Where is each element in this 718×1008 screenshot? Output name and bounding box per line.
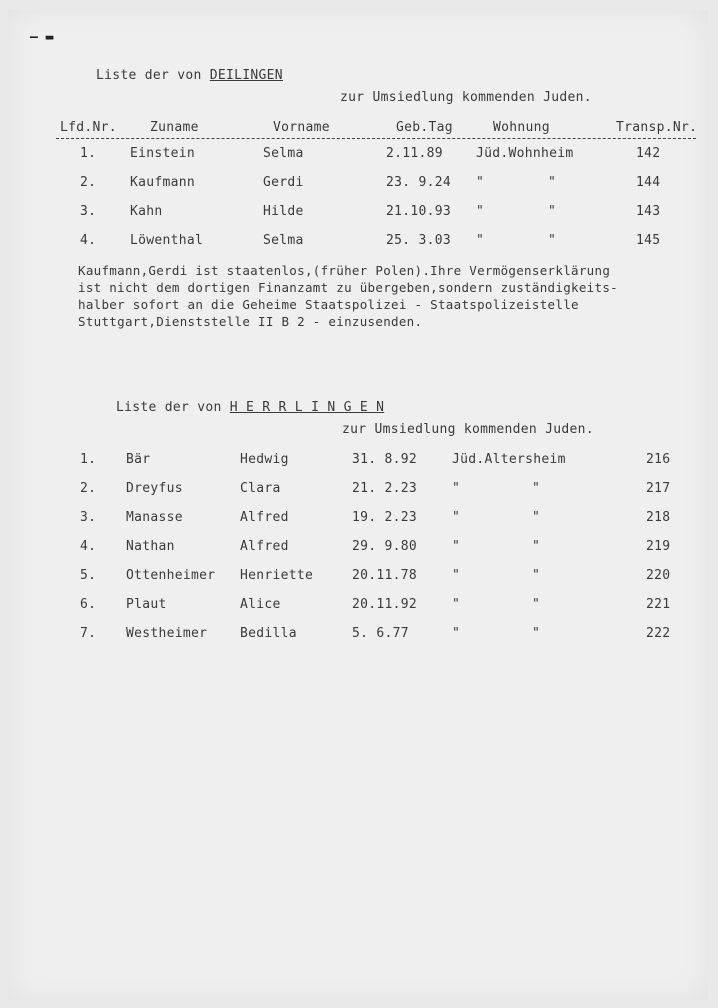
cell-w2: " bbox=[532, 568, 541, 583]
header-wohnung: Wohnung bbox=[493, 120, 550, 135]
cell-vorname: Henriette bbox=[240, 568, 314, 583]
cell-wohnung: " bbox=[476, 204, 485, 219]
cell-w2: " bbox=[532, 626, 541, 641]
cell-nr: 6. bbox=[80, 597, 97, 612]
cell-w2: " bbox=[548, 204, 557, 219]
cell-nr: 7. bbox=[80, 626, 97, 641]
cell-geb: 21.10.93 bbox=[386, 204, 452, 219]
list2-title bbox=[116, 400, 384, 415]
note-line: halber sofort an die Geheime Staatspolizei - Staatspolizeistelle bbox=[78, 297, 579, 312]
header-zuname: Zuname bbox=[150, 120, 199, 135]
cell-zuname: Westheimer bbox=[126, 626, 208, 641]
cell-zuname: Nathan bbox=[126, 539, 175, 554]
cell-w2: " bbox=[548, 175, 557, 190]
cell-nr: 1. bbox=[80, 146, 97, 161]
cell-vorname: Alice bbox=[240, 597, 281, 612]
cell-geb: 25. 3.03 bbox=[386, 233, 452, 248]
cell-w2: " bbox=[532, 481, 541, 496]
cell-nr: 4. bbox=[80, 233, 97, 248]
cell-zuname: Kahn bbox=[130, 204, 163, 219]
cell-vorname: Clara bbox=[240, 481, 281, 496]
header-geb-tag: Geb.Tag bbox=[396, 120, 453, 135]
cell-vorname: Hedwig bbox=[240, 452, 289, 467]
cell-w2: " bbox=[532, 539, 541, 554]
cell-zuname: Einstein bbox=[130, 146, 196, 161]
cell-w2: " bbox=[532, 597, 541, 612]
list1-subtitle: zur Umsiedlung kommenden Juden. bbox=[340, 90, 592, 105]
header-lfd-nr: Lfd.Nr. bbox=[60, 120, 117, 135]
cell-transp: 221 bbox=[646, 597, 671, 612]
cell-vorname: Selma bbox=[263, 146, 304, 161]
cell-nr: 5. bbox=[80, 568, 97, 583]
cell-vorname: Selma bbox=[263, 233, 304, 248]
cell-wohnung: " bbox=[452, 568, 461, 583]
list2-title-prefix: Liste der von bbox=[116, 400, 222, 415]
cell-transp: 220 bbox=[646, 568, 671, 583]
cell-geb: 20.11.78 bbox=[352, 568, 418, 583]
cell-wohnung: " bbox=[452, 481, 461, 496]
cell-vorname: Alfred bbox=[240, 510, 289, 525]
cell-nr: 2. bbox=[80, 175, 97, 190]
cell-transp: 217 bbox=[646, 481, 671, 496]
document-page bbox=[8, 10, 708, 1000]
list2-place: H E R R L I N G E N bbox=[229, 400, 385, 415]
list1-title bbox=[96, 68, 283, 83]
cell-transp: 143 bbox=[636, 204, 661, 219]
cell-transp: 144 bbox=[636, 175, 661, 190]
cell-wohnung: " bbox=[476, 175, 485, 190]
cell-w2: " bbox=[532, 510, 541, 525]
cell-geb: 21. 2.23 bbox=[352, 481, 418, 496]
cell-wohnung: Jüd.Altersheim bbox=[452, 452, 566, 467]
cell-nr: 4. bbox=[80, 539, 97, 554]
corner-mark: – ▬ bbox=[30, 30, 54, 45]
cell-vorname: Gerdi bbox=[263, 175, 304, 190]
note-line: ist nicht dem dortigen Finanzamt zu übergeben,sondern zuständigkeits- bbox=[78, 280, 618, 295]
cell-nr: 1. bbox=[80, 452, 97, 467]
note-line: Stuttgart,Dienststelle II B 2 - einzusenden. bbox=[78, 314, 423, 329]
cell-vorname: Hilde bbox=[263, 204, 304, 219]
cell-w2: " bbox=[548, 233, 557, 248]
list1-place: DEILINGEN bbox=[209, 68, 283, 83]
cell-geb: 23. 9.24 bbox=[386, 175, 452, 190]
cell-nr: 3. bbox=[80, 510, 97, 525]
cell-wohnung: " bbox=[452, 597, 461, 612]
cell-zuname: Plaut bbox=[126, 597, 167, 612]
cell-wohnung: " bbox=[452, 539, 461, 554]
header-divider bbox=[56, 138, 696, 139]
cell-wohnung: " bbox=[452, 626, 461, 641]
cell-zuname: Löwenthal bbox=[130, 233, 204, 248]
list1-note bbox=[78, 262, 698, 330]
cell-zuname: Manasse bbox=[126, 510, 183, 525]
header-transp-nr: Transp.Nr. bbox=[616, 120, 698, 135]
cell-zuname: Bär bbox=[126, 452, 151, 467]
header-vorname: Vorname bbox=[273, 120, 330, 135]
cell-geb: 29. 9.80 bbox=[352, 539, 418, 554]
cell-zuname: Dreyfus bbox=[126, 481, 183, 496]
cell-geb: 19. 2.23 bbox=[352, 510, 418, 525]
cell-geb: 2.11.89 bbox=[386, 146, 443, 161]
cell-geb: 31. 8.92 bbox=[352, 452, 418, 467]
note-line: Kaufmann,Gerdi ist staatenlos,(früher Polen).Ihre Vermögenserklärung bbox=[78, 263, 611, 278]
cell-zuname: Ottenheimer bbox=[126, 568, 216, 583]
cell-transp: 216 bbox=[646, 452, 671, 467]
cell-wohnung: " bbox=[452, 510, 461, 525]
cell-zuname: Kaufmann bbox=[130, 175, 196, 190]
cell-transp: 222 bbox=[646, 626, 671, 641]
cell-transp: 219 bbox=[646, 539, 671, 554]
cell-nr: 2. bbox=[80, 481, 97, 496]
cell-transp: 142 bbox=[636, 146, 661, 161]
cell-geb: 20.11.92 bbox=[352, 597, 418, 612]
cell-vorname: Alfred bbox=[240, 539, 289, 554]
cell-wohnung: Jüd.Wohnheim bbox=[476, 146, 574, 161]
cell-transp: 218 bbox=[646, 510, 671, 525]
cell-geb: 5. 6.77 bbox=[352, 626, 409, 641]
cell-nr: 3. bbox=[80, 204, 97, 219]
cell-vorname: Bedilla bbox=[240, 626, 297, 641]
cell-transp: 145 bbox=[636, 233, 661, 248]
list2-subtitle: zur Umsiedlung kommenden Juden. bbox=[342, 422, 594, 437]
list1-title-prefix: Liste der von bbox=[96, 68, 202, 83]
cell-wohnung: " bbox=[476, 233, 485, 248]
